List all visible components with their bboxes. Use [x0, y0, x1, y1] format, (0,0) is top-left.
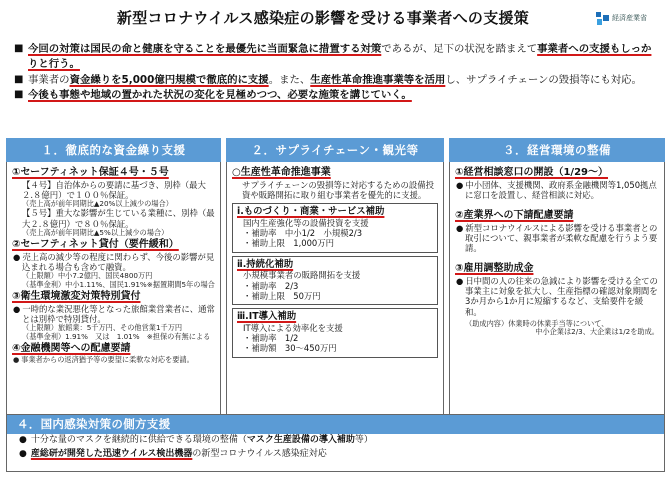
- section-text: ● 売上高の減少等の程度に関わらず、今後の影響が見込まれる場合も含めて融資。: [13, 251, 215, 273]
- column-header: １．徹底的な資金繰り支援: [6, 138, 221, 162]
- subsidy-title: ⅰ.ものづくり・商業・サービス補助: [237, 206, 385, 217]
- section-note: （基準金利）1.91% 又は 1.01% ※担保の有無による: [22, 331, 211, 341]
- section-note: （上限額）中小7.2億円、国民4800万円: [22, 271, 153, 281]
- bullet-dot-icon: ●: [19, 448, 27, 459]
- section-text: ● 一時的な業況悪化等となった旅館業営業者に、通常とは別枠で特別貸付。: [13, 303, 215, 325]
- section-note: （基準金利）中小1.11%、国民1.91%※据置期間5年の場合: [22, 279, 215, 289]
- subsidy-line: ・補助率 2/3: [243, 280, 299, 291]
- column-body: [449, 162, 665, 434]
- subsidy-line: ・補助上限 50万円: [243, 290, 321, 301]
- section-title: ①経営相談窓口の開設（1/29～）: [455, 167, 608, 178]
- subsidy-line: 国内生産強化等の設備投資を支援: [243, 217, 369, 228]
- column-business-environment: [449, 138, 665, 434]
- subsidy-line: IT導入による効率化を支援: [243, 322, 343, 333]
- section-title: ④金融機関等への配慮要請: [12, 343, 131, 355]
- bullet-dot-icon: ●: [456, 222, 464, 233]
- column-body: [6, 162, 221, 434]
- ministry-logo-icon: [596, 12, 609, 25]
- domestic-infection-measures: [6, 414, 665, 472]
- section-text: ● 日中間の人の往来の急減により影響を受ける全ての事業主に対象を拡大し、生産指標の確認対象期間を3か月から1か月に短縮するなど、支給要件を緩和。: [456, 275, 658, 317]
- bullet-dot-icon: ●: [456, 275, 464, 286]
- subsidy-box-monozukuri: [232, 203, 438, 253]
- intro-paragraph-1: ■ 今回の対策は国民の命と健康を守ることを最優先に当面緊急に措置する対策であるが、足下の状況を踏まえて事業者への支援もしっかりと行う。: [14, 43, 652, 70]
- subsidy-line: ・補助率 1/2: [243, 333, 299, 343]
- section-note: （売上高が前年同期比▲5%以上減少の場合）: [22, 227, 169, 237]
- section-title: ②産業界への下請配慮要請: [455, 210, 574, 221]
- intro-highlight: 今後も事態や地域の置かれた状況の変化を見極めつつ、必要な施策を講じていく。: [28, 89, 412, 102]
- bullet-dot-icon: ●: [19, 435, 27, 445]
- section-note: （売上高が前年同期比▲20%以上減少の場合）: [22, 199, 173, 208]
- subsidy-line: ・補助上限 1,000万円: [243, 238, 334, 249]
- section-text: 【４号】自治体からの要請に基づき、別枠（最大２.８億円）で１００％保証。: [22, 179, 206, 200]
- section-text: ● 事業者からの返済猶予等の要望に柔軟な対応を要請。: [13, 354, 194, 364]
- column-header: ２．サプライチェーン・観光等: [226, 138, 444, 162]
- section-note: （助成内容）休業時の休業手当等について、: [465, 318, 609, 328]
- section-text: 【５号】重大な影響が生じている業種に、別枠（最大２.８億円）で８０％保証。: [22, 208, 215, 229]
- intro-highlight: 事業者への支援もしっかりと行う。: [28, 43, 652, 70]
- square-bullet-icon: ■: [14, 73, 24, 85]
- column-funding-support: [6, 138, 221, 434]
- subsidy-line: ・補助額 30～450万円: [243, 343, 337, 354]
- section-title: ③雇用調整助成金: [455, 263, 534, 275]
- section-title: ③衛生環境激変対策特別貸付: [12, 291, 141, 303]
- subsidy-line: ・補助率 中小1/2 小規模2/3: [243, 228, 363, 238]
- intro-highlight: 今回の対策は国民の命と健康を守ることを最優先に当面緊急に措置する対策: [28, 43, 382, 55]
- square-bullet-icon: ■: [14, 43, 24, 54]
- section-note: （上限額）旅館業：5千万円、その他営業1千万円: [22, 323, 183, 333]
- ministry-logo: [596, 12, 647, 25]
- section-title: ○生産性革命推進事業: [232, 167, 331, 178]
- section-text: サプライチェーンの毀損等に対応するための設備投資や販路開拓に取り組む事業者を優先的に支援。: [242, 179, 434, 200]
- section-title: ②セーフティネット貸付（要件緩和）: [12, 239, 179, 251]
- section-header: ４．国内感染対策の側方支援: [7, 415, 664, 434]
- column-body: [226, 162, 444, 434]
- square-bullet-icon: ■: [14, 89, 24, 101]
- measure-line: ● 産総研が開発した迅速ウイルス検出機器の新型コロナウイルス感染症対応: [19, 448, 327, 459]
- subsidy-box-jizokuka: [232, 256, 438, 306]
- bullet-dot-icon: ●: [13, 354, 20, 364]
- page-title: 新型コロナウイルス感染症の影響を受ける事業者への支援策: [116, 9, 530, 27]
- section-title: ①セーフティネット保証４号・５号: [12, 167, 169, 178]
- section-text: ● 中小団体、支援機関、政府系金融機関等1,050拠点に窓口を設置し、経営相談に対応。: [456, 179, 657, 200]
- intro-paragraph-3: [14, 88, 660, 103]
- bullet-dot-icon: ●: [13, 303, 21, 314]
- column-supply-chain: [226, 138, 444, 434]
- bullet-dot-icon: ●: [13, 251, 21, 262]
- section-text: ● 新型コロナウイルスによる影響を受ける事業者との取引について、親事業者が柔軟な配慮を行うよう要請。: [456, 222, 658, 253]
- intro-paragraph-2: ■ 事業者の資金繰りを5,000億円規模で徹底的に支援。また、生産性革命推進事業等を活用し、サプライチェーンの毀損等にも対応。: [14, 73, 642, 86]
- subsidy-box-it: [232, 308, 438, 358]
- column-header: ３．経営環境の整備: [449, 138, 665, 162]
- subsidy-title: ⅲ.IT導入補助: [237, 311, 297, 322]
- subsidy-title: ⅱ.持続化補助: [237, 258, 294, 270]
- intro-section: [14, 42, 660, 104]
- measure-line: ● 十分な量のマスクを継続的に供給できる環境の整備（マスク生産設備の導入補助等）: [19, 435, 373, 445]
- intro-highlight: 資金繰りを5,000億円規模で徹底的に支援: [69, 73, 269, 86]
- section-note: 中小企業は2/3、大企業は1/2を助成。: [535, 327, 659, 337]
- subsidy-line: 小規模事業者の販路開拓を支援: [243, 270, 361, 281]
- bullet-dot-icon: ●: [456, 179, 464, 190]
- logo-text: 経済産業省: [612, 14, 647, 23]
- intro-highlight: 生産性革命推進事業等を活用: [310, 73, 446, 86]
